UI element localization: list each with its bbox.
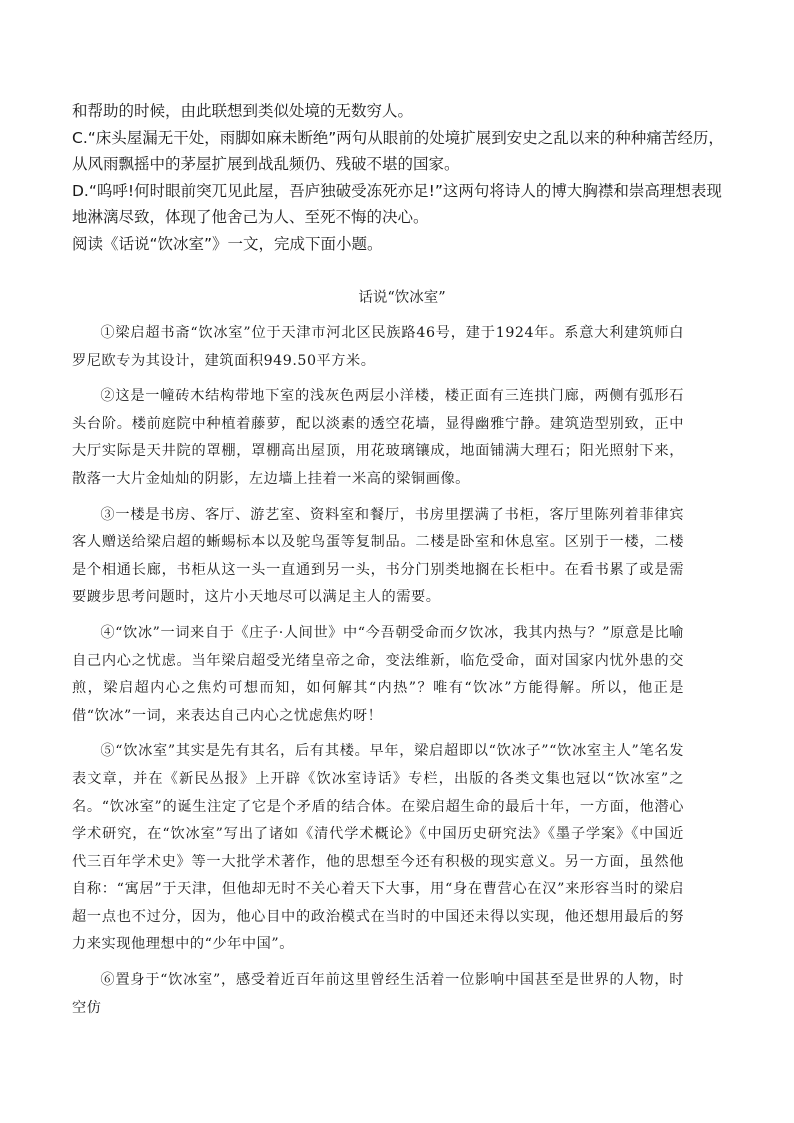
- paragraph-1: ①梁启超书斋“饮冰室”位于天津市河北区民族路46号，建于1924年。系意大利建筑师白罗尼欧专为其设计，建筑面积949.50平方米。: [72, 325, 684, 369]
- option-c: C.“床头屋漏无干处，雨脚如麻未断绝”两句从眼前的处境扩展到安史之乱以来的种种痛苦经历，从风雨飘摇中的茅屋扩展到战乱频仍、残破不堪的国家。: [72, 128, 724, 173]
- option-b-continuation: 和帮助的时候，由此联想到类似处境的无数穷人。: [72, 102, 414, 120]
- paragraph-5: ⑤“饮冰室”其实是先有其名，后有其楼。早年，梁启超即以“饮冰子”“饮冰室主人”笔名发表文章，并在《新民丛报》上开辟《饮冰室诗话》专栏，出版的各类文集也冠以“饮冰室”之名。“饮冰室”的诞生注定了它是个矛盾的结合体。在梁启超生命的最后十年，一方面，他潜心学术研究，在“饮冰室”写出了诸如《清代学术概论》《中国历史研究法》《墨子学案》《中国近代三百年学术史》等一大批学术著作，他的思想至今还有积极的现实意义。另一方面，虽然他自称：“寓居”于天津，但他却无时不关心着天下大事，用“身在曹营心在汉”来形容当时的梁启超一点也不过分，因为，他心目中的政治模式在当时的中国还未得以实现，他还想用最后的努力来实现他理想中的“少年中国”。: [72, 743, 684, 953]
- question-options-section: [72, 98, 732, 257]
- paragraph-4: ④“饮冰”一词来自于《庄子·人间世》中“今吾朝受命而夕饮冰，我其内热与？”原意是比喻自己内心之忧虑。当年梁启超受光绪皇帝之命，变法维新，临危受命，面对国家内忧外患的交煎，梁启超内心之焦灼可想而知，如何解其“内热”？唯有“饮冰”方能得解。所以，他正是借“饮冰”一词，来表达自己内心之忧虑焦灼呀！: [72, 624, 684, 724]
- option-d: D.“呜呼!何时眼前突兀见此屋，吾庐独破受冻死亦足!”这两句将诗人的博大胸襟和崇高理想表现地淋漓尽致，体现了他舍己为人、至死不悔的决心。: [72, 181, 722, 226]
- paragraph-2: ②这是一幢砖木结构带地下室的浅灰色两层小洋楼，楼正面有三连拱门廊，两侧有弧形石头台阶。楼前庭院中种植着藤萝，配以淡素的透空花墙，显得幽雅宁静。建筑造型别致，正中大厅实际是天井院的罩棚，罩棚高出屋顶，用花玻璃镶成，地面铺满大理石；阳光照射下来，散落一大片金灿灿的阴影，左边墙上挂着一米高的梁铜画像。: [72, 388, 684, 487]
- reading-instruction: 阅读《话说“饮冰室”》一文，完成下面小题。: [72, 234, 383, 253]
- article-title: 话说“饮冰室”: [358, 290, 446, 306]
- paragraph-6: ⑥置身于“饮冰室”，感受着近百年前这里曾经生活着一位影响中国甚至是世界的人物，时空仿: [72, 972, 684, 1016]
- article-body: [72, 320, 684, 1030]
- paragraph-3: ③一楼是书房、客厅、游艺室、资料室和餐厅，书房里摆满了书柜，客厅里陈列着菲律宾客人赠送给梁启超的蜥蜴标本以及鸵鸟蛋等复制品。二楼是卧室和休息室。区别于一楼，二楼是个相通长廊，书柜从这一头一直通到另一头，书分门别类地搁在长柜中。在看书累了或是需要踱步思考问题时，这片小天地尽可以满足主人的需要。: [72, 506, 684, 606]
